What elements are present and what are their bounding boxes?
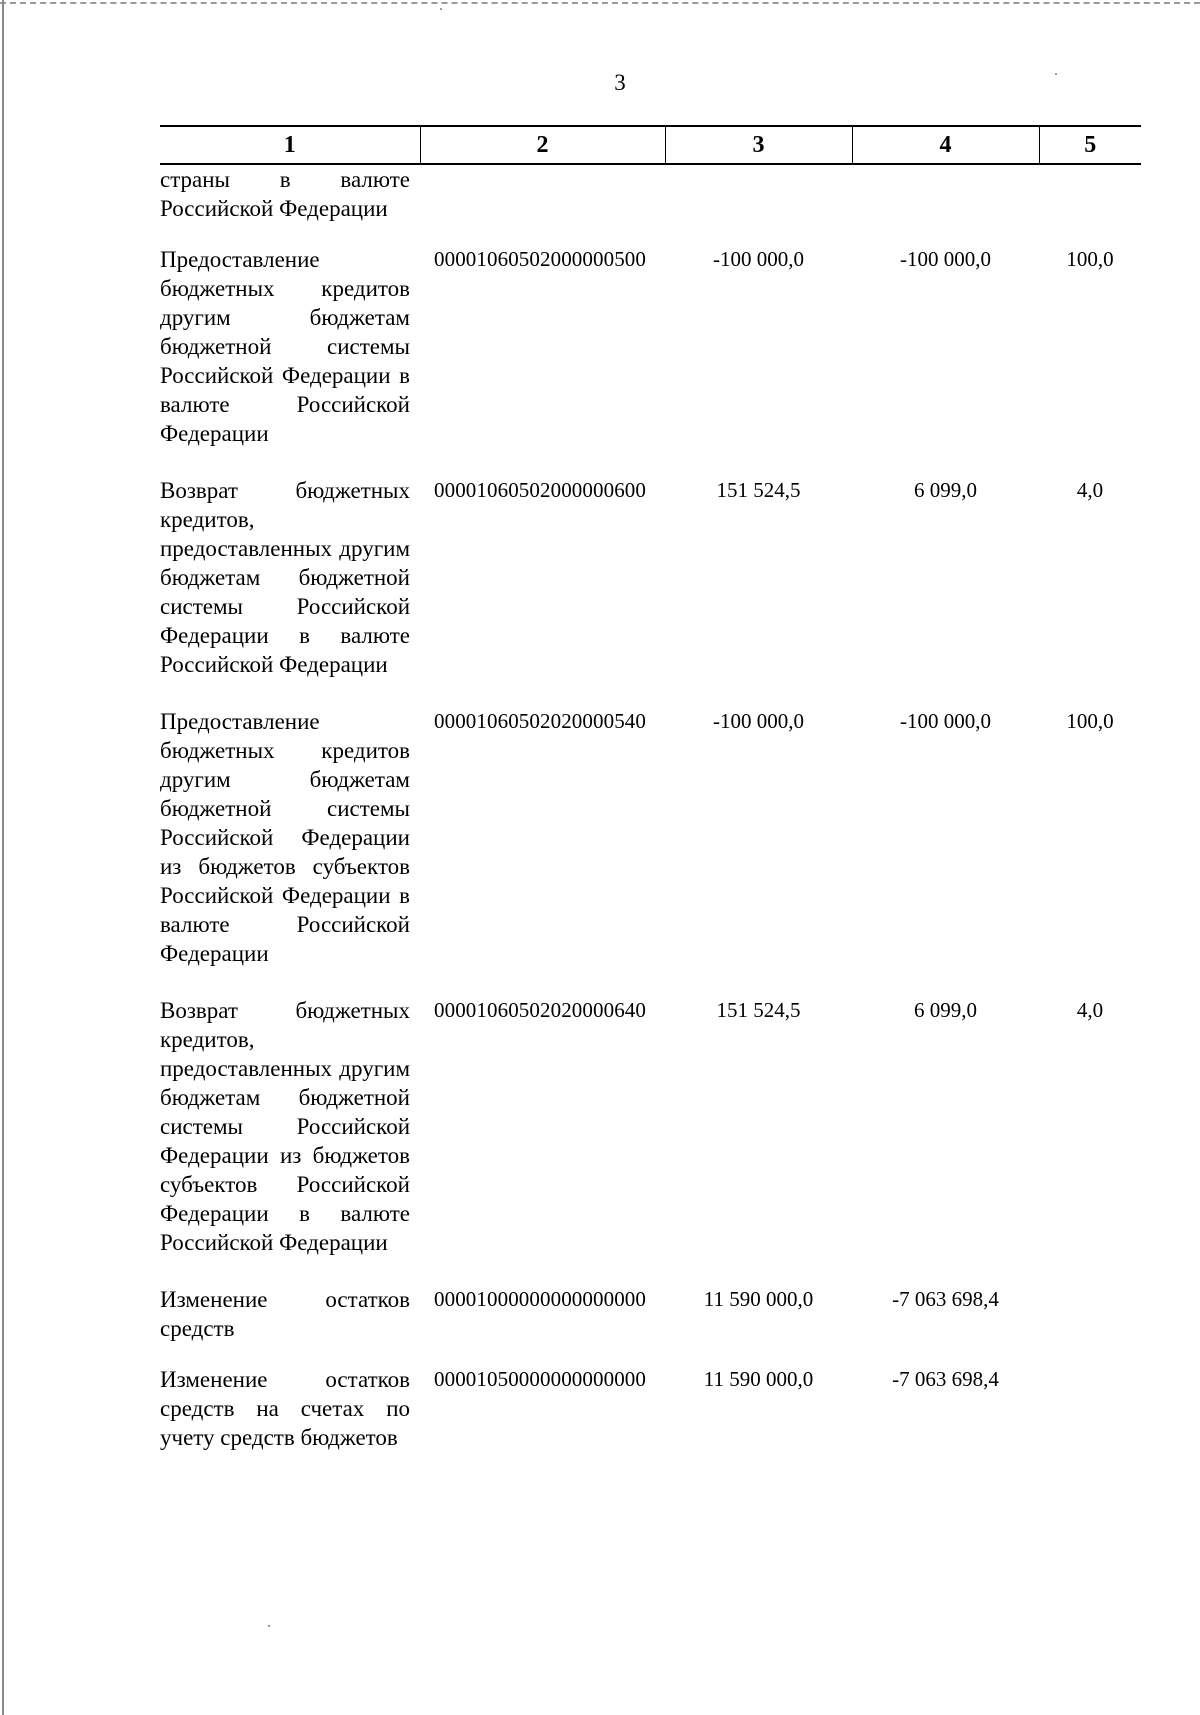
budget-sources-table <box>160 125 1141 1480</box>
column-header-5: 5 <box>1039 126 1141 164</box>
row-name: Возврат бюджетных кредитов, предоставленных другим бюджетам бюджетной системы Российской Федерации из бюджетов субъектов Российской Федерации в валюте Российской Федерации <box>160 998 410 1255</box>
row-code: 00001060502020000540 <box>434 709 646 733</box>
row-col4: -7 063 698,4 <box>892 1367 999 1391</box>
row-code <box>420 164 665 245</box>
row-name: Предоставление бюджетных кредитов другим бюджетам бюджетной системы Российской Федерации из бюджетов субъектов Российской Федерации в валюте Российской Федерации <box>160 709 410 966</box>
row-col3: 11 590 000,0 <box>703 1367 814 1391</box>
row-col3: -100 000,0 <box>713 709 804 733</box>
table-row <box>160 1365 1141 1480</box>
table-header-row <box>160 126 1141 164</box>
table-row <box>160 245 1141 476</box>
row-col5 <box>1039 1365 1141 1480</box>
scan-border-left <box>2 0 4 1715</box>
page-number: 3 <box>614 70 626 95</box>
table-row <box>160 707 1141 996</box>
column-header-3: 3 <box>665 126 852 164</box>
row-col5: 100,0 <box>1066 247 1114 271</box>
row-code: 00001060502000000600 <box>434 478 646 502</box>
row-name: страны в валюте Российской Федерации <box>160 167 410 221</box>
scan-speck <box>440 8 442 10</box>
row-name: Предоставление бюджетных кредитов другим бюджетам бюджетной системы Российской Федерации в валюте Российской Федерации <box>160 247 410 446</box>
row-name: Возврат бюджетных кредитов, предоставленных другим бюджетам бюджетной системы Российской Федерации в валюте Российской Федерации <box>160 478 410 677</box>
row-col4: 6 099,0 <box>914 998 977 1022</box>
table-row <box>160 476 1141 707</box>
table-row <box>160 164 1141 245</box>
scan-border-top <box>0 2 1200 4</box>
row-col4: -100 000,0 <box>900 709 991 733</box>
row-col5: 4,0 <box>1076 998 1104 1022</box>
table-row <box>160 996 1141 1285</box>
row-name: Изменение остатков средств <box>160 1287 410 1341</box>
row-col3 <box>665 164 852 245</box>
row-col4 <box>852 164 1039 245</box>
row-code: 00001060502020000640 <box>434 998 646 1022</box>
row-col3: -100 000,0 <box>713 247 804 271</box>
row-col5 <box>1039 164 1141 245</box>
row-name: Изменение остатков средств на счетах по учету средств бюджетов <box>160 1367 410 1450</box>
row-col4: 6 099,0 <box>914 478 977 502</box>
table-row <box>160 1285 1141 1365</box>
row-col5: 4,0 <box>1076 478 1104 502</box>
row-col5 <box>1039 1285 1141 1365</box>
row-code: 00001000000000000000 <box>434 1287 646 1311</box>
row-col3: 151 524,5 <box>716 478 801 502</box>
row-col5: 100,0 <box>1066 709 1114 733</box>
row-col4: -100 000,0 <box>900 247 991 271</box>
row-col4: -7 063 698,4 <box>892 1287 999 1311</box>
scan-speck <box>1055 73 1057 75</box>
row-col3: 11 590 000,0 <box>703 1287 814 1311</box>
scan-speck <box>268 1625 270 1627</box>
column-header-1: 1 <box>160 126 420 164</box>
column-header-4: 4 <box>852 126 1039 164</box>
row-col3: 151 524,5 <box>716 998 801 1022</box>
row-code: 00001060502000000500 <box>434 247 646 271</box>
column-header-2: 2 <box>420 126 665 164</box>
row-code: 00001050000000000000 <box>434 1367 646 1391</box>
